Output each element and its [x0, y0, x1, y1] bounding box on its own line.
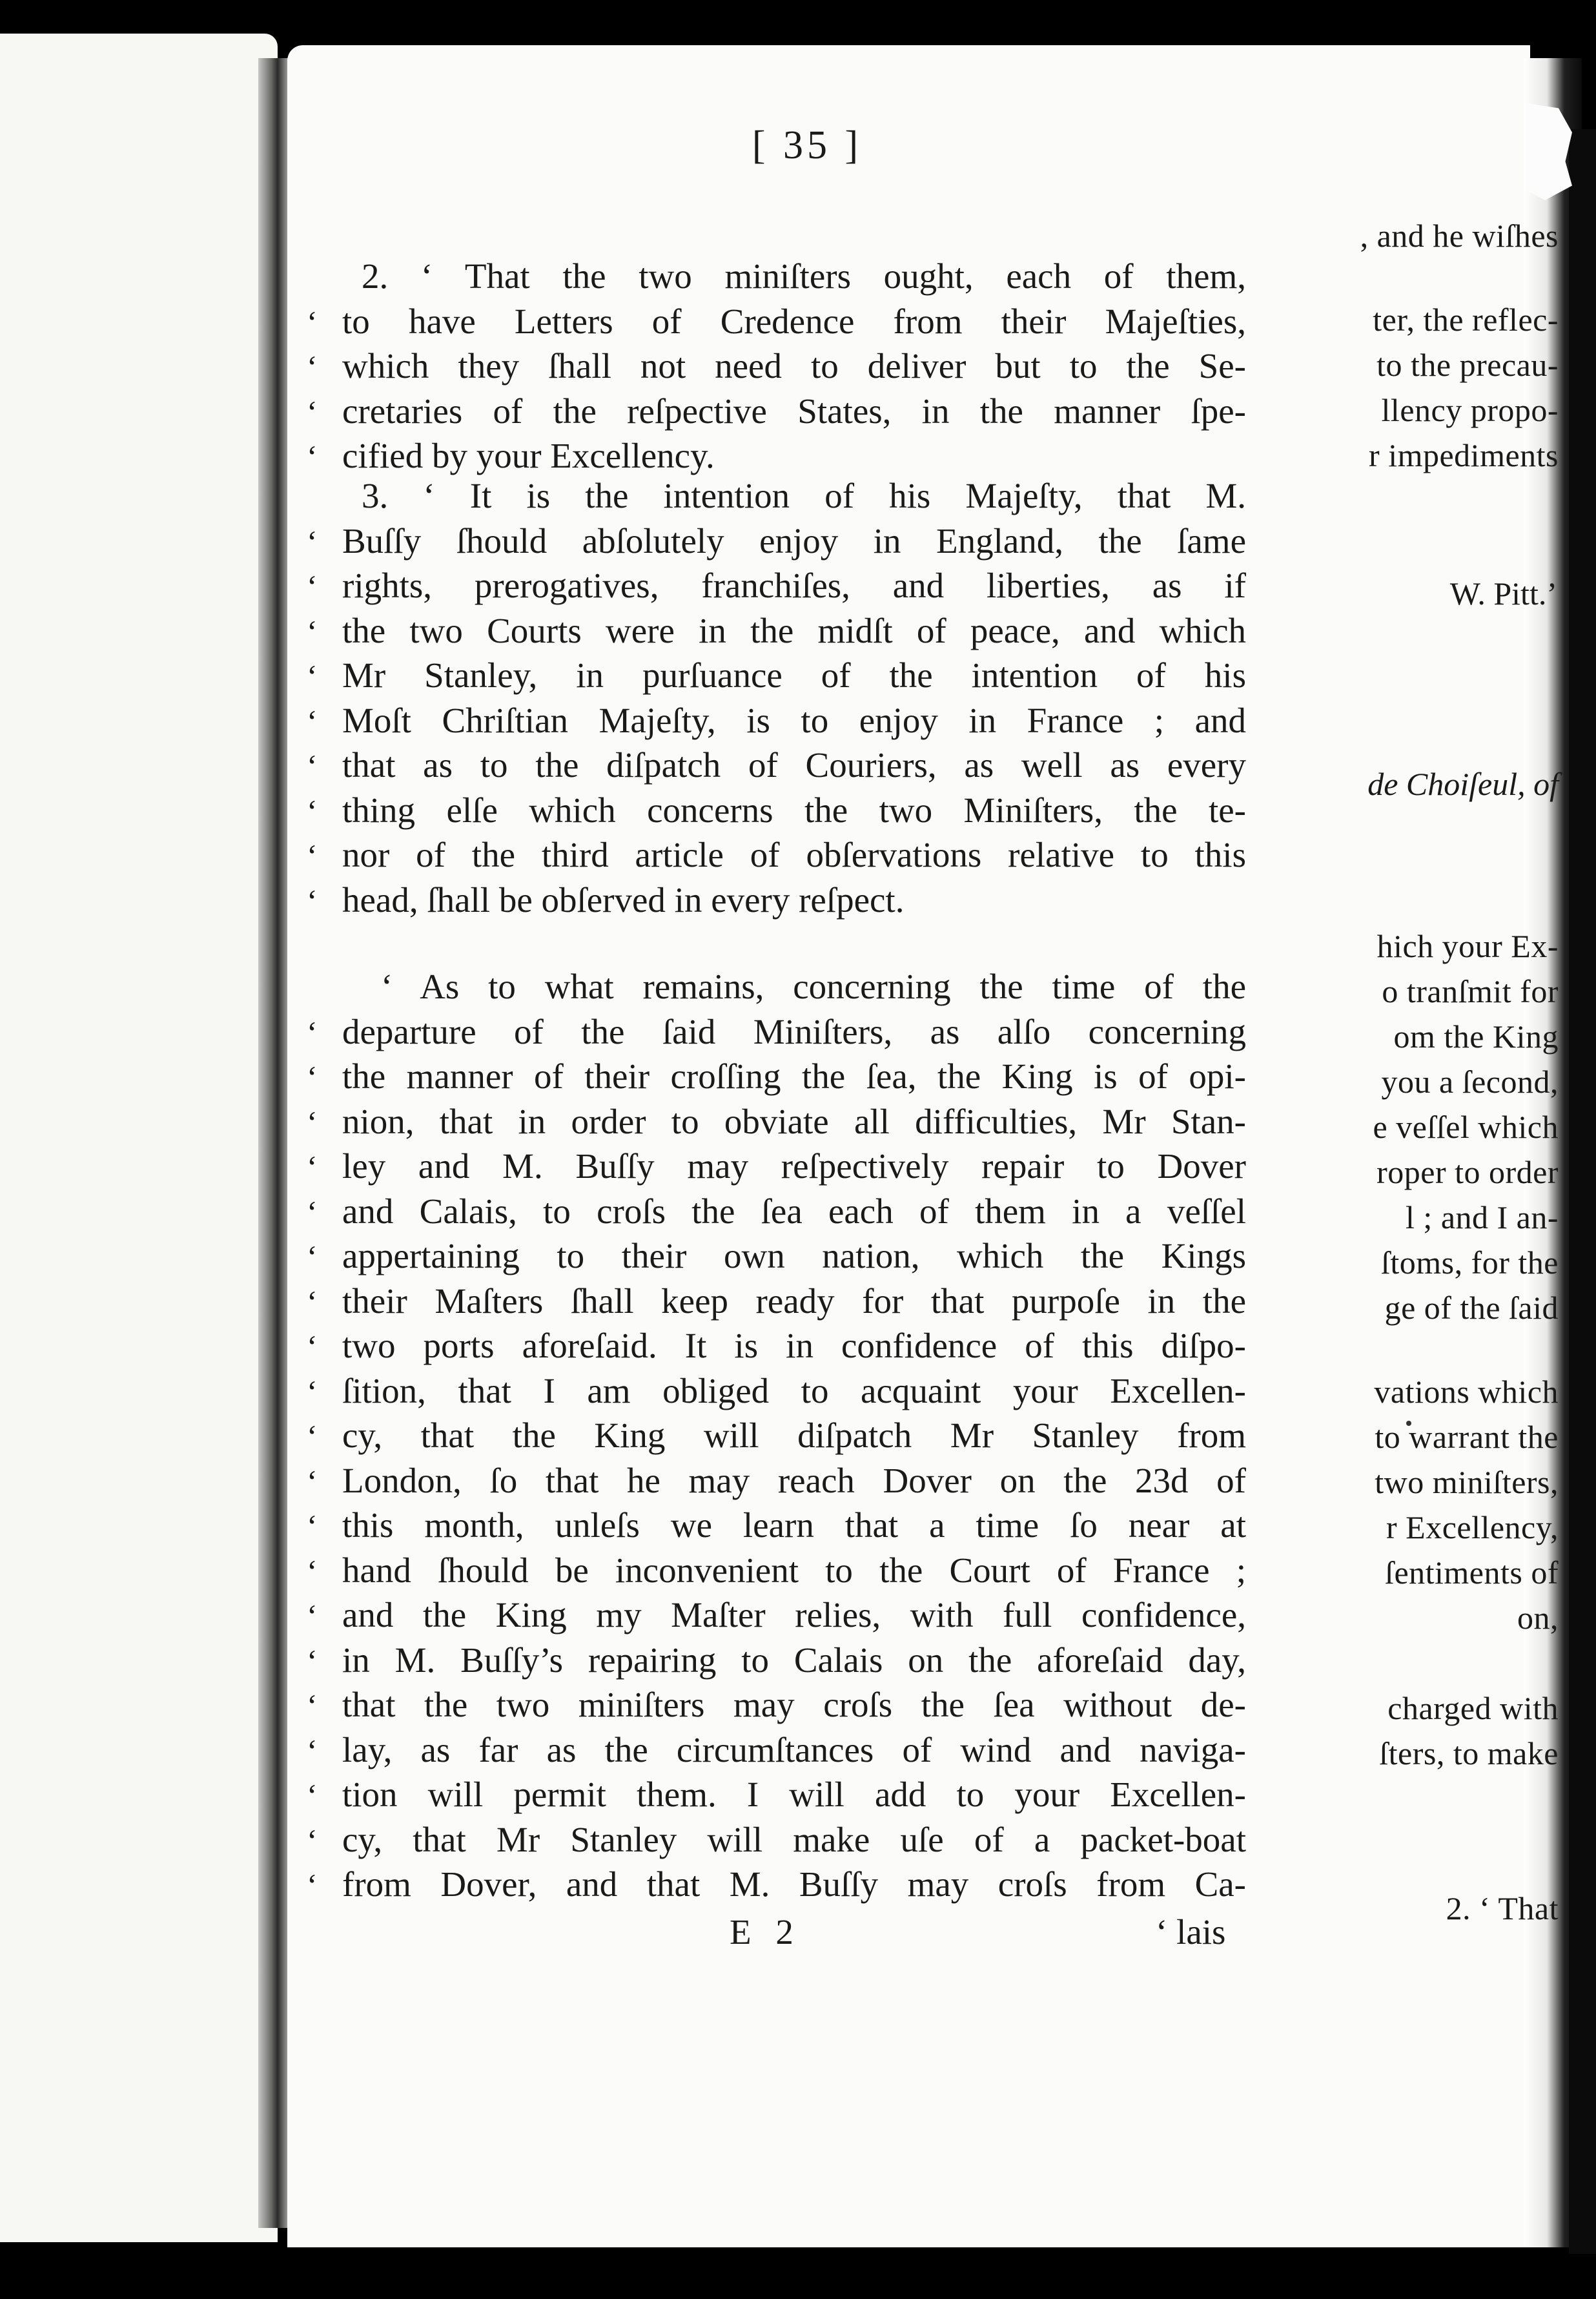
quote-mark: ‘	[307, 792, 318, 829]
paragraph-2-line: which they ſhall not need to deliver but to the Se-	[342, 346, 1246, 386]
paragraph-4-line: ley and M. Buſſy may reſpectively repair to Dover	[342, 1146, 1246, 1186]
quote-mark: ‘	[307, 1508, 318, 1544]
paragraph-4-line: departure of the ſaid Miniſters, as alſo concerning	[342, 1011, 1246, 1051]
left-page-line: two miniſters,	[1375, 1464, 1559, 1500]
paragraph-3-line: Mr Stanley, in purſuance of the intention of his	[342, 655, 1246, 695]
page-number: [ 35 ]	[752, 123, 863, 167]
left-page-line: ge of the ſaid	[1384, 1290, 1559, 1326]
quote-mark: ‘	[307, 1463, 318, 1500]
left-page-line: o tranſmit for	[1382, 973, 1559, 1009]
paragraph-4-line: lay, as far as the circumſtances of wind and naviga-	[342, 1729, 1246, 1769]
quote-mark: ‘	[307, 438, 318, 475]
paragraph-4-line: two ports aforeſaid. It is in confidence of this diſpo-	[342, 1326, 1246, 1365]
quote-mark: ‘	[307, 1552, 318, 1589]
quote-mark: ‘	[307, 838, 318, 874]
paragraph-3-line: nor of the third article of obſervations relative to this	[342, 835, 1246, 874]
quote-mark: ‘	[307, 1193, 318, 1230]
left-catchword: 2. ‘ That	[1446, 1890, 1559, 1926]
quote-mark: ‘	[307, 523, 318, 560]
paragraph-3-line: thing elſe which concerns the two Miniſters, the te-	[342, 790, 1246, 830]
quote-mark: ‘	[307, 703, 318, 739]
left-page-line: ſentiments of	[1385, 1554, 1559, 1591]
quote-mark: ‘	[307, 1867, 318, 1903]
paragraph-4-line: nion, that in order to obviate all difficulties, Mr Stan-	[342, 1101, 1246, 1141]
paragraph-3-line: Buſſy ſhould abſolutely enjoy in England, the ſame	[342, 521, 1246, 561]
quote-mark: ‘	[307, 882, 318, 919]
quote-mark: ‘	[307, 1642, 318, 1679]
paragraph-4-line: that the two miniſters may croſs the ſea without de-	[342, 1685, 1246, 1724]
quote-mark: ‘	[307, 1283, 318, 1320]
paragraph-4-line: this month, unleſs we learn that a time ſo near at	[342, 1505, 1246, 1545]
left-page-line: roper to order	[1376, 1154, 1559, 1190]
left-page-line: om the King	[1393, 1018, 1559, 1055]
left-page-line: charged with	[1387, 1690, 1559, 1726]
paragraph-2-line: 2. ‘ That the two miniſters ought, each of them,	[362, 256, 1246, 296]
paragraph-4-line: and Calais, to croſs the ſea each of them in a veſſel	[342, 1191, 1246, 1231]
quote-mark: ‘	[307, 1598, 318, 1634]
left-page-line: r impediments	[1369, 437, 1559, 473]
left-page-line: ſters, to make	[1379, 1735, 1559, 1771]
quote-mark: ‘	[307, 1059, 318, 1095]
left-page-line: ſtoms, for the	[1380, 1244, 1559, 1281]
quote-mark: ‘	[307, 1239, 318, 1275]
quote-mark: ‘	[307, 613, 318, 650]
left-italic-line: de Choiſeul, of	[1367, 766, 1559, 802]
paragraph-3-line: the two Courts were in the midſt of peace, and which	[342, 610, 1246, 650]
left-signature-text: W. Pitt.’	[1449, 575, 1557, 612]
left-page-line: hich your Ex-	[1376, 928, 1559, 964]
left-page-line: e veſſel which	[1373, 1109, 1559, 1145]
paragraph-4-line: their Maſters ſhall keep ready for that purpoſe in the	[342, 1281, 1246, 1321]
paragraph-3-line: rights, prerogatives, franchiſes, and liberties, as if	[342, 566, 1246, 605]
left-page-line: vations which	[1374, 1374, 1559, 1410]
left-page-line: llency propo-	[1381, 392, 1559, 428]
paragraph-2-line: cified by your Excellency.	[342, 436, 715, 475]
paragraph-3-line: Moſt Chriſtian Majeſty, is to enjoy in France ; and	[342, 700, 1246, 740]
paragraph-4-line: tion will permit them. I will add to your Excellen-	[342, 1775, 1246, 1814]
left-page-line: to warrant the	[1375, 1419, 1559, 1455]
left-page-line: on,	[1517, 1600, 1559, 1636]
paragraph-4-line: ſition, that I am obliged to acquaint your Excellen-	[342, 1370, 1246, 1410]
quote-mark: ‘	[307, 658, 318, 694]
left-signature	[1450, 575, 1557, 612]
left-page-line: to the precau-	[1376, 347, 1559, 383]
quote-mark: ‘	[307, 304, 318, 340]
paragraph-4-line: ‘ As to what remains, concerning the time of the	[381, 967, 1246, 1006]
quote-mark: ‘	[307, 1104, 318, 1140]
catchword: ‘ lais	[1156, 1912, 1226, 1952]
quote-mark: ‘	[307, 568, 318, 604]
quote-mark: ‘	[307, 1732, 318, 1769]
quote-mark: ‘	[307, 1014, 318, 1051]
quote-mark: ‘	[307, 1418, 318, 1454]
paragraph-4-line: the manner of their croſſing the ſea, the King is of opi-	[342, 1057, 1246, 1096]
left-page-line: you a ſecond,	[1381, 1064, 1559, 1100]
quote-mark: ‘	[307, 1777, 318, 1813]
paragraph-2-line: to have Letters of Credence from their Majeſties,	[342, 301, 1246, 341]
quote-mark: ‘	[307, 349, 318, 385]
quote-mark: ‘	[307, 1822, 318, 1859]
quote-mark: ‘	[307, 1687, 318, 1724]
signature-mark: E 2	[730, 1912, 801, 1952]
left-page-line: ter, the reflec-	[1373, 302, 1559, 338]
paragraph-4-line: and the King my Maſter relies, with full confidence,	[342, 1595, 1246, 1634]
quote-mark: ‘	[307, 748, 318, 784]
quote-mark: ‘	[307, 1328, 318, 1365]
paragraph-3-line: 3. ‘ It is the intention of his Majeſty, that M.	[362, 476, 1246, 515]
left-page-line: , and he wiſhes	[1360, 218, 1559, 254]
quote-mark: ‘	[307, 1373, 318, 1410]
paragraph-4-line: appertaining to their own nation, which the Kings	[342, 1236, 1246, 1275]
left-page-line: r Excellency,	[1386, 1509, 1559, 1545]
paragraph-4-line: London, ſo that he may reach Dover on the 23d of	[342, 1460, 1246, 1500]
paragraph-4-line: cy, that the King will diſpatch Mr Stanley from	[342, 1416, 1246, 1455]
paragraph-4-line: from Dover, and that M. Buſſy may croſs from Ca-	[342, 1864, 1246, 1904]
paragraph-4-line: cy, that Mr Stanley will make uſe of a packet-boat	[342, 1819, 1246, 1859]
paragraph-4-line: in M. Buſſy’s repairing to Calais on the aforeſaid day,	[342, 1640, 1246, 1680]
paragraph-3-line: that as to the diſpatch of Couriers, as well as every	[342, 745, 1246, 785]
quote-mark: ‘	[307, 393, 318, 430]
paragraph-2-line: cretaries of the reſpective States, in the manner ſpe-	[342, 391, 1246, 431]
paragraph-4-line: hand ſhould be inconvenient to the Court of France ;	[342, 1550, 1246, 1590]
paragraph-3-line: head, ſhall be obſerved in every reſpect.	[342, 880, 905, 920]
left-page-line: l ; and I an-	[1406, 1199, 1559, 1235]
quote-mark: ‘	[307, 1149, 318, 1185]
